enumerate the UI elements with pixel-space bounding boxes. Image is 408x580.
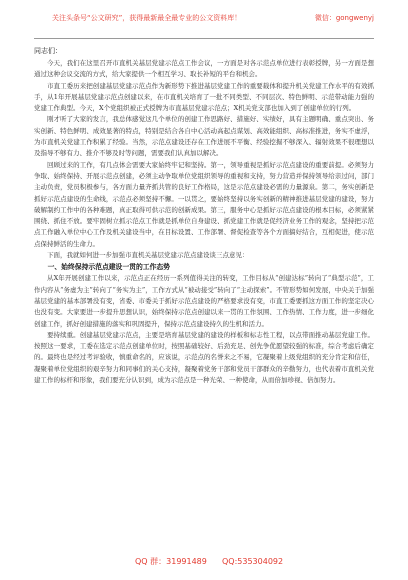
paragraph: 刚才听了大家的发言，我总体感觉这几个单位的创建工作思路好、措施好、实绩好，具有主题明确、重点突出、务实创新、特色鲜明、成效显著的特点，特别是结合各自中心活动高起点谋划、高效能组织、高标准推进，务实不虚浮，为市直机关党建工作积累了经验。当然，示范点建设还存在工作进展不平衡、经验挖掘不够深入、辐射效果不很理想以及指导不够有力、推介不够及时等问题，需要我们认真加以解决。 [34, 115, 374, 158]
qq-contact-text: QQ:535304092 [222, 557, 284, 566]
paragraph: 市直工委历来把创建基层党建示范点作为新形势下推进基层党建工作的重要载体和提升机关党建工作水平的有效抓手，从1年开展基层党建示范点创建以来，在市直机关培育了一批不同类型、不同层次、特色鲜明、示范带动能力强的党建工作典型。今天，X个党组织被正式授牌为市直基层党建示范点；X机关党支部也加入到了创建单位的行列。 [34, 81, 374, 113]
paragraph: 下面，我就如何进一步加强市直机关基层党建示范点建设谈三点意见： [47, 251, 249, 260]
qq-group-text: QQ 群：31991489 [135, 557, 207, 566]
section-heading: 一、始终保持示范点建设一贯的工作态势 [47, 263, 170, 272]
paragraph: 从X年开展创建工作以来，示范点正在经历一系列值得关注的转变，工作目标从“创建达标”转向了“典型示范”，工作内容从“务虚为主”转向了“务实为主”，工作方式从“被动接受”转向了“主动探索”。不管形势如何发展，中央关于加强基层党建的基本部署没有变，省委、市委关于抓好示范点建设的严格要求没有变，市直工委要抓这方面工作的坚定决心也没有变。大家要进一步提升思想认识，始终保持示范点创建以来一贯的工作氛围、工作热情、工作力度，进一步细化创建工作，抓好创建措施的落实和巩固提升，保持示范点建设持久的生机和活力。 [34, 274, 374, 328]
header-wechat-text: 微信：gongwenyj [314, 14, 374, 22]
page-header [34, 12, 374, 39]
page-footer [0, 556, 408, 570]
header-promo-text: 关注头条号“公文研究”，获得最新最全最专业的公文资料库！ [52, 14, 242, 22]
paragraph: 回顾过来的工作，有几点体会需要大家始终牢记和坚持。第一，领导重视是抓好示范点建设的重要前提。必须努力争取、始终保持、开展示范点创建，必须主动争取单位党组织领导的重视和支持，努力营造并保持领导给亲过问，部门主动负责，党员积极参与，各方面力量齐抓共管的良好工作格局，这是示范点建设必需的力量源泉。第二，务实创新是抓好示范点建设的生命线，示范点必须坚持不懈。一以贯之，要始终坚持以务实创新的精神推进基层党建的建设，努力破解制约工作中的各种难题，真正取得可供示范的创新成果。第三，服务中心是抓好示范点建设的根本目标，必须紧紧围绕、抓住不放。要牢固树立抓示范点工作就是抓单位自身建设、抓党建工作就是促经济业务工作的观念，坚持把示范点工作融入单位中心工作及机关建设当中，在目标设置、工作部署、督促检查等各个方面搞好结合，互相促进，使示范点保持鲜活的生命力。 [34, 160, 374, 248]
paragraph: 今天，我们在这里召开市直机关基层党建示范点工作会议，一方面是对各示范点单位进行表彰授牌，另一方面是想通过这种会议交流的方式，给大家提供一个相互学习、取长补短的平台和机会。 [34, 59, 374, 79]
paragraph: 要持续重。创建基层党建示范点，主要是培育基层党建的建设的样板和标志性工程，以点带面推动基层党建工作。按照这一要求，工委在选定示范点创建单位时，按照基础较好、后劲充足、创先争优愿望较强的标准，综合考虑后确定的。最终也是经过考评验收，慎重命名的，应该说，示范点的名誉来之不易，它凝聚着上级党组织的充分肯定和信任，凝聚着单位党组织的艰辛努力和同事们的关心支持，凝聚着党务干部和党员干部群众的辛勤努力，也代表着市直机关党建工作的标杆和形象，我们要充分认识到，成为示范点是一种光荣、一种使命，从而倍加珍视、倍加努力。 [34, 330, 374, 385]
salutation: 同志们： [34, 47, 62, 55]
document-body [34, 46, 374, 552]
